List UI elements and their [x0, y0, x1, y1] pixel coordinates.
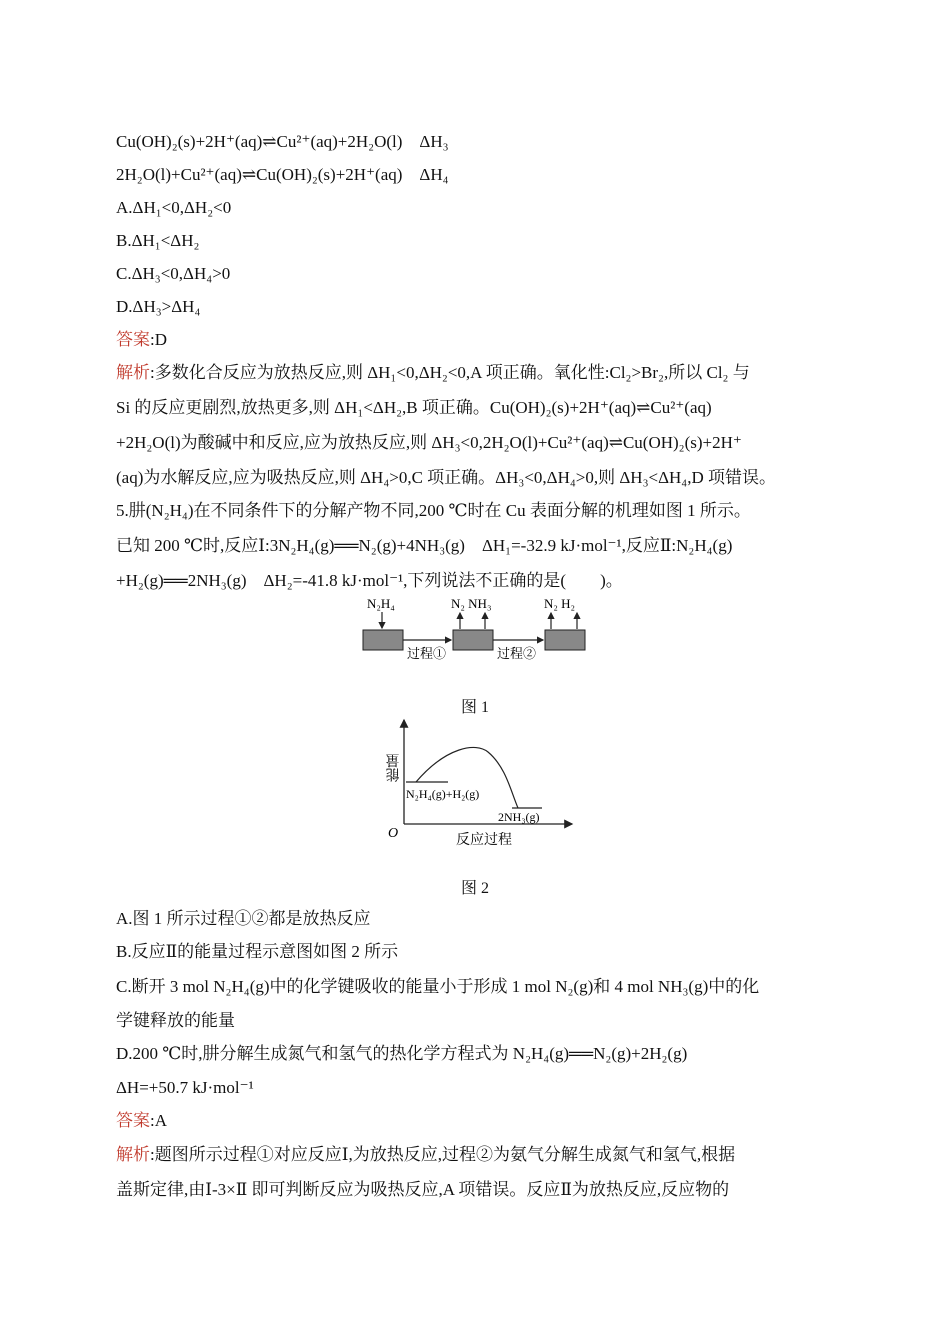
analysis-text: :题图所示过程①对应反应Ⅰ,为放热反应,过程②为氨气分解生成氮气和氢气,根据 — [150, 1145, 736, 1164]
option-c-q5-cont: 学键释放的能量 — [116, 1011, 235, 1030]
product-label: 2NH₃(g) — [498, 810, 540, 824]
option-a-q4: A.ΔH₁<0,ΔH₂<0 — [116, 198, 232, 217]
option-d-q5-cont: ΔH=+50.7 kJ·mol⁻¹ — [116, 1078, 254, 1097]
question-5-stem: 5.肼(N₂H₄)在不同条件下的分解产物不同,200 ℃时在 Cu 表面分解的机理如图 1 所示。 — [116, 501, 751, 520]
origin-label: O — [388, 826, 399, 841]
analysis-q4-line3: +2H₂O(l)为酸碱中和反应,应为放热反应,则 ΔH₃<0,2H₂O(l)+Cu²⁺(aq)⇌Cu(OH)₂(s)+2H⁺ — [116, 433, 742, 452]
figure-2-caption: 图 2 — [461, 880, 490, 897]
box1-label: N₂H₄ — [367, 596, 395, 611]
analysis-q4-line1 — [116, 361, 750, 385]
analysis-q4-line2: Si 的反应更剧烈,放热更多,则 ΔH₁<ΔH₂,B 项正确。Cu(OH)₂(s)+2H⁺(aq)⇌Cu²⁺(aq) — [116, 398, 712, 417]
answer-label: 答案 — [116, 330, 150, 349]
equation-h3: Cu(OH)₂(s)+2H⁺(aq)⇌Cu²⁺(aq)+2H₂O(l) ΔH₃ — [116, 132, 449, 151]
figure-1-diagram — [355, 596, 600, 666]
analysis-q5-line1 — [116, 1143, 735, 1167]
reactant-label: N₂H₄(g)+H₂(g) — [406, 787, 480, 801]
option-c-q4: C.ΔH₃<0,ΔH₄>0 — [116, 264, 231, 283]
answer-label: 答案 — [116, 1111, 150, 1130]
process-1-label: 过程① — [407, 646, 447, 661]
x-axis-label: 反应过程 — [456, 833, 512, 848]
figure-1-caption: 图 1 — [461, 699, 490, 716]
process-2-label: 过程② — [497, 646, 537, 661]
analysis-text: :多数化合反应为放热反应,则 ΔH₁<0,ΔH₂<0,A 项正确。氧化性:Cl₂>Br₂,所以 Cl₂ 与 — [150, 363, 750, 382]
answer-value: :D — [150, 330, 167, 349]
analysis-label: 解析 — [116, 1145, 150, 1164]
option-d-q4: D.ΔH₃>ΔH₄ — [116, 297, 201, 316]
answer-q4 — [116, 328, 167, 352]
equation-h4: 2H₂O(l)+Cu²⁺(aq)⇌Cu(OH)₂(s)+2H⁺(aq) ΔH₄ — [116, 165, 449, 184]
question-5-prompt: +H₂(g)══2NH₃(g) ΔH₂=-41.8 kJ·mol⁻¹,下列说法不正确的是( )。 — [116, 571, 623, 590]
option-d-q5: D.200 ℃时,肼分解生成氮气和氢气的热化学方程式为 N₂H₄(g)══N₂(g)+2H₂(g) — [116, 1044, 688, 1063]
catalyst-box-1 — [363, 630, 403, 650]
analysis-q4-line4: (aq)为水解反应,应为吸热反应,则 ΔH₄>0,C 项正确。ΔH₃<0,ΔH₄>0,则 ΔH₃<ΔH₄,D 项错误。 — [116, 468, 777, 487]
option-b-q4: B.ΔH₁<ΔH₂ — [116, 231, 200, 250]
answer-value: :A — [150, 1111, 167, 1130]
y-axis-label: 能量 — [386, 754, 402, 782]
question-5-given: 已知 200 ℃时,反应Ⅰ:3N₂H₄(g)══N₂(g)+4NH₃(g) ΔH₁=-32.9 kJ·mol⁻¹,反应Ⅱ:N₂H₄(g) — [116, 536, 733, 555]
catalyst-box-3 — [545, 630, 585, 650]
analysis-q5-line2: 盖斯定律,由Ⅰ-3×Ⅱ 即可判断反应为吸热反应,A 项错误。反应Ⅱ为放热反应,反应物的 — [116, 1180, 730, 1199]
catalyst-box-2 — [453, 630, 493, 650]
answer-q5 — [116, 1109, 167, 1133]
option-c-q5: C.断开 3 mol N₂H₄(g)中的化学键吸收的能量小于形成 1 mol N₂(g)和 4 mol NH₃(g)中的化 — [116, 977, 760, 996]
option-a-q5: A.图 1 所示过程①②都是放热反应 — [116, 909, 371, 928]
box3-label: N₂ H₂ — [544, 596, 576, 611]
figure-2-energy-diagram — [376, 712, 576, 852]
option-b-q5: B.反应Ⅱ的能量过程示意图如图 2 所示 — [116, 942, 399, 961]
analysis-label: 解析 — [116, 363, 150, 382]
box2-label: N₂ NH₃ — [451, 596, 492, 611]
